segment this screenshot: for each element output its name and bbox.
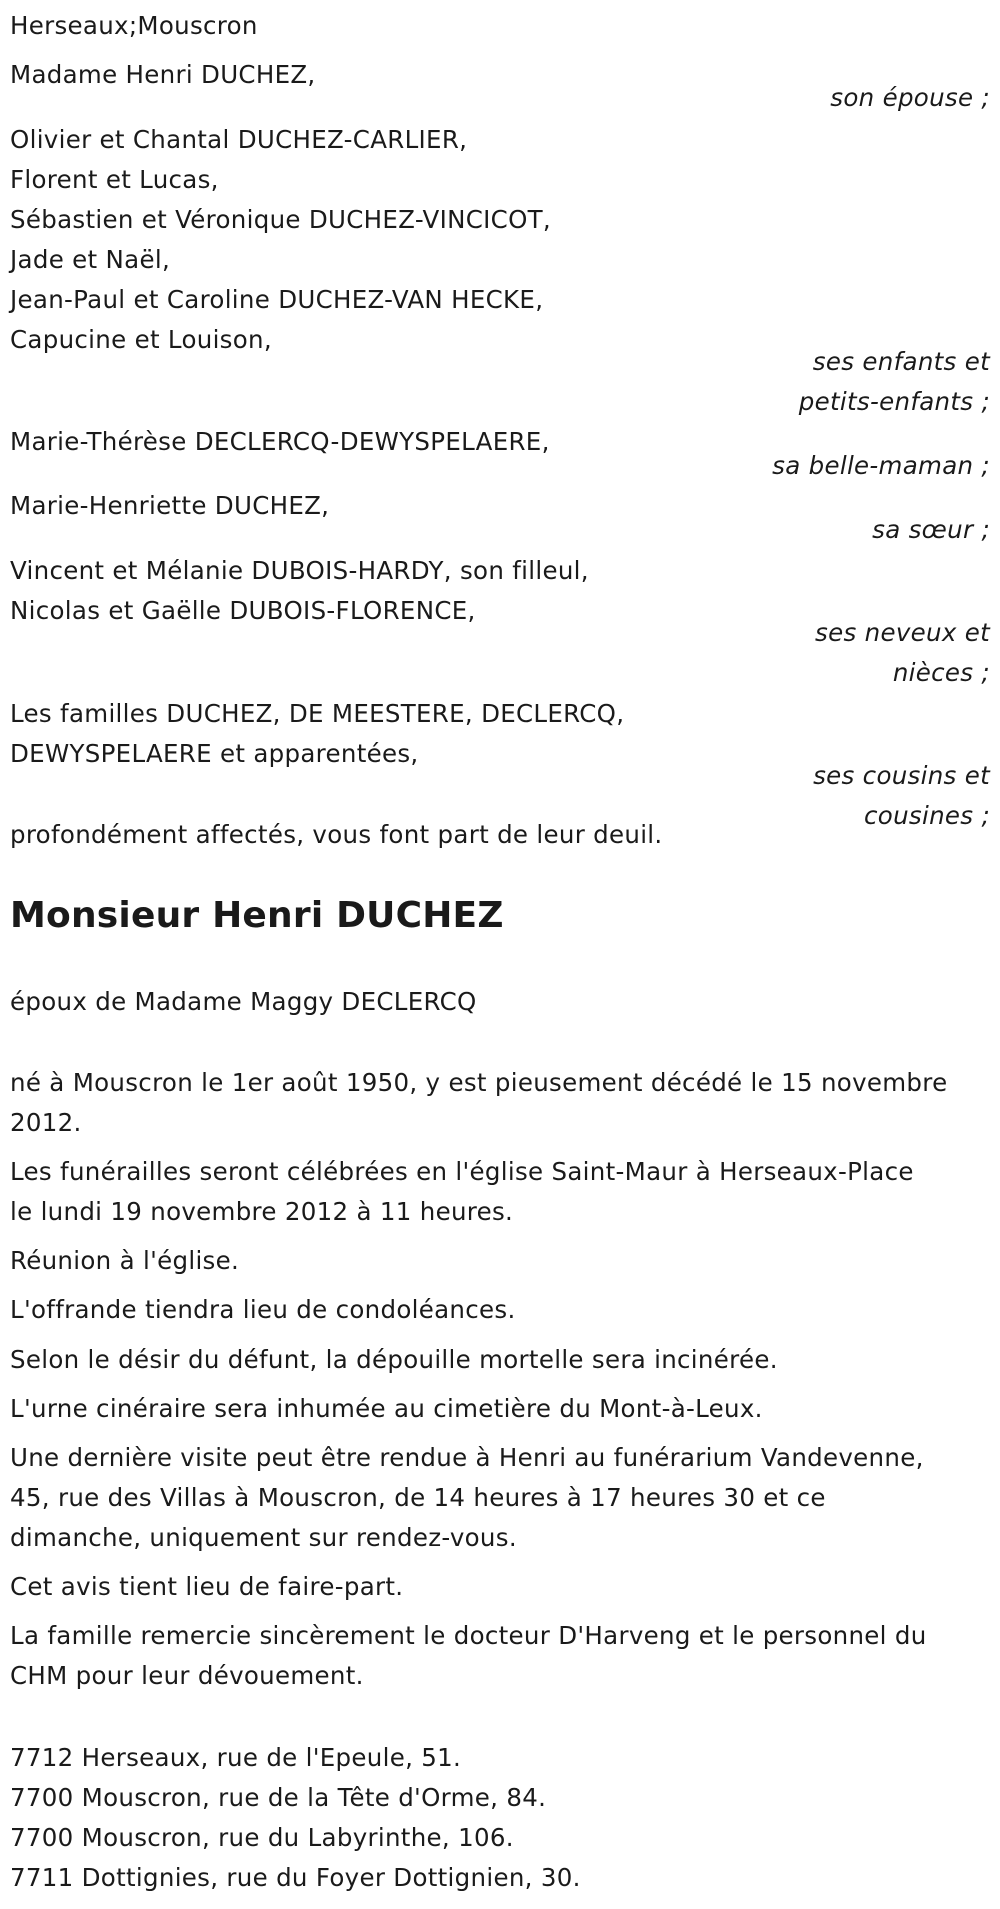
cousins-role: cousines ; (864, 801, 990, 830)
closing-line: profondément affectés, vous font part de leur deuil. (10, 820, 663, 849)
child-line: Jean-Paul et Caroline DUCHEZ-VAN HECKE, (10, 285, 544, 314)
mother-in-law-name: Marie-Thérèse DECLERCQ-DEWYSPELAERE, (10, 427, 550, 456)
nephew-line: Nicolas et Gaëlle DUBOIS-FLORENCE, (10, 596, 476, 625)
offering-line: L'offrande tiendra lieu de condoléances. (10, 1295, 516, 1324)
address-line: 7700 Mouscron, rue du Labyrinthe, 106. (10, 1823, 514, 1852)
children-role: ses enfants et (812, 347, 990, 376)
wife-name: Madame Henri DUCHEZ, (10, 60, 316, 89)
visit-line: 45, rue des Villas à Mouscron, de 14 heures à 17 heures 30 et ce (10, 1483, 826, 1512)
thanks-line: CHM pour leur dévouement. (10, 1661, 364, 1690)
visit-line: dimanche, uniquement sur rendez-vous. (10, 1523, 517, 1552)
nephew-line: Vincent et Mélanie DUBOIS-HARDY, son filleul, (10, 556, 589, 585)
child-line: Capucine et Louison, (10, 325, 272, 354)
child-line: Olivier et Chantal DUCHEZ-CARLIER, (10, 125, 468, 154)
thanks-line: La famille remercie sincèrement le docteur D'Harveng et le personnel du (10, 1621, 927, 1650)
child-line: Jade et Naël, (10, 245, 171, 274)
mother-in-law-role: sa belle-maman ; (772, 451, 990, 480)
notice-line: Cet avis tient lieu de faire-part. (10, 1572, 404, 1601)
birth-line: né à Mouscron le 1er août 1950, y est pieusement décédé le 15 novembre (10, 1068, 948, 1097)
cousins-role: ses cousins et (813, 761, 990, 790)
sister-name: Marie-Henriette DUCHEZ, (10, 491, 330, 520)
deceased-name: Monsieur Henri DUCHEZ (10, 895, 504, 936)
birth-line: 2012. (10, 1108, 82, 1137)
address-line: 7700 Mouscron, rue de la Tête d'Orme, 84. (10, 1783, 547, 1812)
meeting-line: Réunion à l'église. (10, 1246, 240, 1275)
funeral-line: le lundi 19 novembre 2012 à 11 heures. (10, 1197, 514, 1226)
address-line: 7712 Herseaux, rue de l'Epeule, 51. (10, 1743, 462, 1772)
visit-line: Une dernière visite peut être rendue à Henri au funérarium Vandevenne, (10, 1443, 924, 1472)
cremation-line: Selon le désir du défunt, la dépouille mortelle sera incinérée. (10, 1345, 778, 1374)
location-header: Herseaux;Mouscron (10, 11, 258, 40)
nephews-role: ses neveux et (815, 618, 990, 647)
funeral-line: Les funérailles seront célébrées en l'église Saint-Maur à Herseaux-Place (10, 1157, 914, 1186)
children-role: petits-enfants ; (798, 387, 990, 416)
wife-role: son épouse ; (830, 83, 990, 112)
cousins-line: DEWYSPELAERE et apparentées, (10, 739, 419, 768)
cousins-line: Les familles DUCHEZ, DE MEESTERE, DECLERCQ, (10, 699, 625, 728)
nephews-role: nièces ; (892, 658, 990, 687)
child-line: Sébastien et Véronique DUCHEZ-VINCICOT, (10, 205, 552, 234)
spouse-line: époux de Madame Maggy DECLERCQ (10, 987, 477, 1016)
child-line: Florent et Lucas, (10, 165, 219, 194)
sister-role: sa sœur ; (872, 515, 990, 544)
urn-line: L'urne cinéraire sera inhumée au cimetière du Mont-à-Leux. (10, 1394, 763, 1423)
address-line: 7711 Dottignies, rue du Foyer Dottignien, 30. (10, 1863, 581, 1892)
